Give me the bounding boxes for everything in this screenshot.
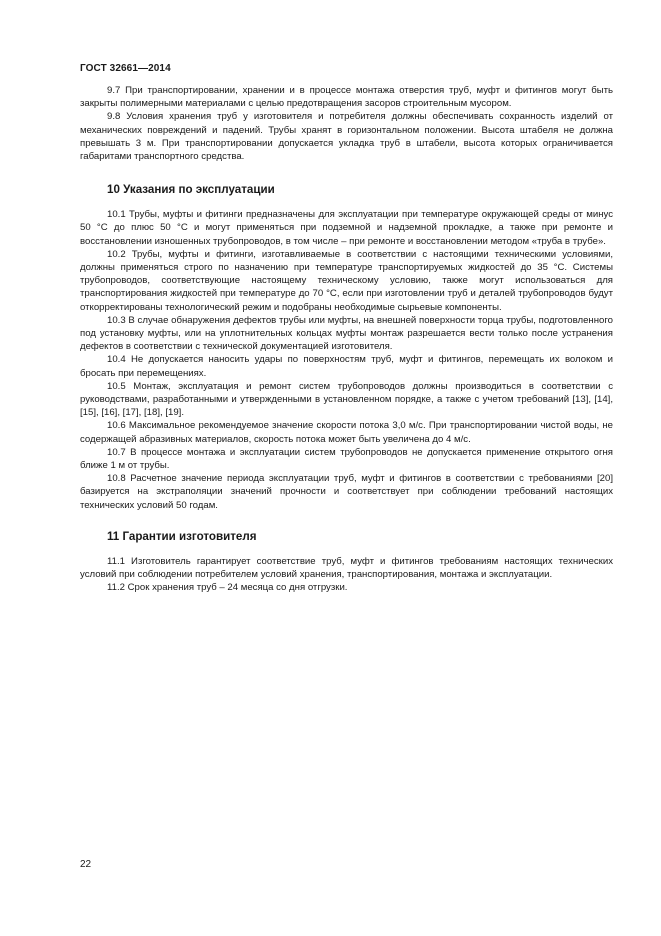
paragraph-11-2: 11.2 Срок хранения труб – 24 месяца со дня отгрузки. xyxy=(107,582,348,594)
paragraph-9-7: 9.7 При транспортировании, хранении и в процессе монтажа отверстия труб, муфт и фитингов могут быть закрыты полимерными материалами с целью предотвращения засоров строительным мусором. xyxy=(80,85,613,110)
paragraph-10-7: 10.7 В процессе монтажа и эксплуатации систем трубопроводов не допускается применение открытого огня ближе 1 м от трубы. xyxy=(80,446,613,472)
section-11-title: 11 Гарантии изготовителя xyxy=(107,529,257,543)
paragraph-10-5: 10.5 Монтаж, эксплуатация и ремонт систем трубопроводов должны производиться в соответствии с руководствами, разработанными и утвержденными в установленном порядке, а также с учетом требований [13], [14], [15], [16], [17], [18], [19]. xyxy=(80,380,613,419)
page-number: 22 xyxy=(80,859,92,870)
paragraph-10-3: 10.3 В случае обнаружения дефектов трубы или муфты, на внешней поверхности торца трубы, подготовленного под установку муфты, или на уплотнительных кольцах муфты монтаж разрешается вести только после устранения дефектов в соответствии с технической документацией изготовителя. xyxy=(80,314,613,353)
section-10-title: 10 Указания по эксплуатации xyxy=(107,183,275,197)
paragraph-9-8: 9.8 Условия хранения труб у изготовителя и потребителя должны обеспечивать сохранность изделий от механических повреждений и падений. Трубы хранят в горизонтальном положении. Высота штабеля не должна превышать 3 м. При транспортировании допускается укладка труб в штабели, высота которых ограничивается габаритами транспортного средства. xyxy=(80,111,613,163)
standard-header: ГОСТ 32661—2014 xyxy=(80,63,171,74)
paragraph-10-6: 10.6 Максимальное рекомендуемое значение скорости потока 3,0 м/с. При транспортировании чистой воды, не содержащей абразивных материалов, скорость потока может быть увеличена до 4 м/с. xyxy=(80,420,613,445)
paragraph-10-4: 10.4 Не допускается наносить удары по поверхностям труб, муфт и фитингов, перемещать их волоком и бросать при перемещениях. xyxy=(80,354,613,379)
page-content xyxy=(80,84,613,595)
paragraph-11-1: 11.1 Изготовитель гарантирует соответствие труб, муфт и фитингов требованиям настоящих технических условий при соблюдении потребителем условий хранения, транспортирования, монтажа и эксплуатации. xyxy=(80,555,613,581)
paragraph-10-8: 10.8 Расчетное значение периода эксплуатации труб, муфт и фитингов в соответствии с требованиями [20] базируется на экстраполяции значений прочности и соответствует при соблюдении требований настоящих технических условий 50 годам. xyxy=(80,473,613,511)
paragraph-10-1: 10.1 Трубы, муфты и фитинги предназначены для эксплуатации при температуре окружающей среды от минус 50 °С до плюс 50 °С и могут применяться при подземной и надземной прокладке, а также при ремонте и восстановлении изношенных трубопроводов, в том числе – при ремонте и восстановлении методом «труба в трубе». xyxy=(80,209,613,247)
paragraph-10-2: 10.2 Трубы, муфты и фитинги, изготавливаемые в соответствии с настоящими техническими условиями, должны применяться строго по назначению при температуре транспортируемых жидкостей до 35 °С. Системы трубопроводов, соответствующие настоящему техническому условию, также могут использоваться для транспортирования жидкостей при температуре до 70 °С, если при изготовлении труб и деталей трубопроводов будут откорректированы технологический режим и подобраны необходимые сырьевые компоненты. xyxy=(80,248,613,313)
